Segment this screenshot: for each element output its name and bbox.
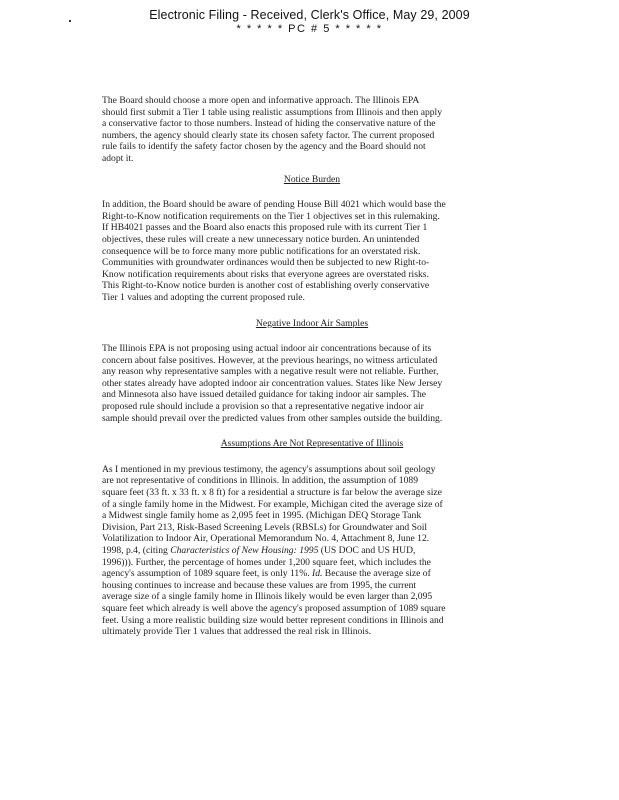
text-line-id xyxy=(102,568,522,580)
citation-title: Characteristics of New Housing: 1995 xyxy=(170,545,319,556)
filing-header xyxy=(0,8,619,35)
heading-negative-indoor-air: Negative Indoor Air Samples xyxy=(255,317,369,329)
text-line: are not representative of conditions in Illinois. In addition, the assumption of 1089 xyxy=(102,475,418,487)
citation-prefix: 1998, p.4, (citing xyxy=(102,545,171,556)
text-line: As I mentioned in my previous testimony, the agency's assumptions about soil geology xyxy=(102,463,436,475)
id-prefix: agency's assumption of 1089 square feet, is only 11%. xyxy=(102,568,312,580)
text-line: Division, Part 213, Risk-Based Screening Levels (RBSLs) for Groundwater and Soil xyxy=(102,521,428,533)
text-line: concern about false positives. However, at the previous hearings, no witness articulated xyxy=(102,354,438,366)
text-line: The Illinois EPA is not proposing using actual indoor air concentrations because of its xyxy=(102,343,432,355)
text-line: Right-to-Know notification requirements on the Tier 1 objectives set in this rulemaking. xyxy=(102,210,440,222)
text-line: housing continues to increase and because these values are from 1995, the current xyxy=(102,579,417,591)
text-line: feet. Using a more realistic building size would better represent conditions in Illinois and xyxy=(102,614,444,626)
document-body xyxy=(102,95,522,638)
id-suffix: Because the average size of xyxy=(322,568,431,580)
text-line: If HB4021 passes and the Board also enacts this proposed rule with its current Tier 1 xyxy=(102,222,428,234)
text-line: numbers, the agency should clearly state its chosen safety factor. The current proposed xyxy=(102,129,435,141)
text-line: objectives, these rules will create a new unnecessary notice burden. An unintended xyxy=(102,233,420,245)
public-comment-number: * * * * * PC # 5 * * * * * xyxy=(236,23,383,35)
text-line: Know notification requirements about risks that everyone agrees are overstated risks. xyxy=(102,268,429,280)
text-line: consequence will be to force many more public notifications for an overstated risk. xyxy=(102,245,421,257)
text-line: of a single family home in the Midwest. For example, Michigan cited the average size of xyxy=(102,498,443,510)
text-line: a Midwest single family home as 2,095 feet in 1995. (Michigan DEQ Storage Tank xyxy=(102,510,422,522)
text-line: Communities with groundwater ordinances would then be subjected to new Right-to- xyxy=(102,257,430,269)
paragraph-notice-burden xyxy=(102,199,522,303)
text-line: any reason why representative samples with a negative result were not reliable. Further, xyxy=(102,366,439,378)
heading-notice-burden: Notice Burden xyxy=(283,173,341,185)
text-line: 1996))). Further, the percentage of homes under 1,200 square feet, which includes the xyxy=(102,556,431,568)
text-line: Volatilization to Indoor Air, Operational Memorandum No. 4, Attachment 8, June 12. xyxy=(102,533,430,545)
paragraph-approach xyxy=(102,95,522,165)
paragraph-assumptions xyxy=(102,464,522,638)
citation-suffix: (US DOC and US HUD, xyxy=(318,545,416,556)
filing-stamp-title: Electronic Filing - Received, Clerk's Office, May 29, 2009 xyxy=(149,8,470,22)
heading-assumptions: Assumptions Are Not Representative of Illinois xyxy=(220,438,404,450)
text-line: The Board should choose a more open and informative approach. The Illinois EPA xyxy=(102,95,420,106)
text-line: sample should prevail over the predicted values from other samples outside the building. xyxy=(102,412,443,424)
text-line-citation xyxy=(102,545,522,557)
text-line: Tier 1 values and adopting the current proposed rule. xyxy=(102,291,305,303)
text-line: proposed rule should include a provision so that a representative negative indoor air xyxy=(102,401,424,413)
text-line: This Right-to-Know notice burden is another cost of establishing overly conservative xyxy=(102,280,430,292)
text-line: rule fails to identify the safety factor chosen by the agency and the Board should not xyxy=(102,141,426,153)
text-line: and Minnesota also have issued detailed guidance for taking indoor air samples. The xyxy=(102,389,427,401)
text-line: a conservative factor to those numbers. Instead of hiding the conservative nature of the xyxy=(102,118,436,130)
text-line: square feet which already is well above the agency's proposed assumption of 1089 square xyxy=(102,602,446,614)
id-citation: Id. xyxy=(312,568,323,580)
text-line: should first submit a Tier 1 table using realistic assumptions from Illinois and then apply xyxy=(102,106,443,118)
paragraph-negative-indoor-air xyxy=(102,343,522,424)
text-line: In addition, the Board should be aware of pending House Bill 4021 which would base the xyxy=(102,199,446,211)
text-line: ultimately provide Tier 1 values that addressed the real risk in Illinois. xyxy=(102,626,372,638)
text-line: square feet (33 ft. x 33 ft. x 8 ft) for a residential a structure is far below the average size xyxy=(102,487,442,499)
text-line: average size of a single family home in Illinois likely would be even larger than 2,095 xyxy=(102,591,433,603)
text-line: other states already have adopted indoor air concentration values. States like New Jersey xyxy=(102,377,443,389)
text-line: adopt it. xyxy=(102,152,134,164)
